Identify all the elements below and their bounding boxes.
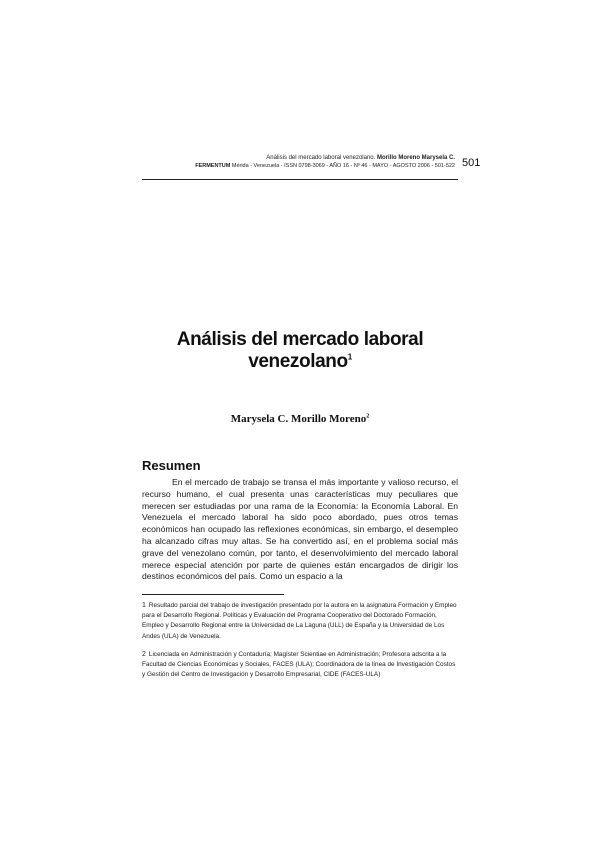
footnote-2-text: Licenciada en Administración y Contaduría; Magíster Scientiae en Administración; Profesora adscrita a la Facultad de Ciencias Económicas y Sociales, FACES (ULA); Coordinadora de la línea de Investigación Costos y Gestión del Centro de Investigación y Desarrollo Empresarial, CIDE (FACES-ULA) [142,650,456,679]
header-citation-authors: Morillo Moreno Marysela C. [376,155,455,161]
footnote-2 [142,650,458,681]
author-name: Marysela C. Morillo Moreno [230,413,367,425]
article-title [140,329,460,373]
title-footnote-mark: 1 [347,352,352,362]
article-author [140,413,460,425]
footnote-1-text: Resultado parcial del trabajo de investigación presentado por la autora en la asignatura Formación y Empleo para el Desarrollo Regional. Políticas y Evaluación del Programa Cooperativo del Doctorado Formación, Empleo y Desarrollo Regional entre la Universidad de La Laguna (ULL) de España y la Universidad de Los Andes (ULA) de Venezuela. [142,602,457,640]
title-line-2-text: venezolano [248,351,348,372]
header-citation-title: Análisis del mercado laboral venezolano. [266,155,376,161]
footnote-1 [142,601,458,642]
title-line-1: Análisis del mercado laboral [176,329,424,350]
footnote-2-mark: 2 [142,650,146,658]
footnotes [142,601,458,688]
header-journal-name: FERMENTUM [195,163,231,169]
footnote-1-mark: 1 [142,602,146,609]
header-journal-details: Mérida - Venezuela - ISSN 0798-3069 - AÑO 16 - Nº 46 - MAYO - AGOSTO 2006 - 501-522 [231,163,455,169]
running-header-journal [195,163,455,169]
page-number: 501 [462,157,481,169]
footnote-divider [142,594,284,595]
header-divider [142,179,458,180]
title-line-2 [140,351,460,373]
running-header-citation [266,155,455,161]
author-footnote-mark: 2 [366,413,370,420]
resumen-heading: Resumen [142,458,201,473]
resumen-text: En el mercado de trabajo se transa el más importante y valioso recurso, el recurso humano, el cual presenta unas características muy peculiares que merecen ser estudiadas por una rama de la Economía: la Economía Laboral. En Venezuela el mercado laboral ha sido poco abordado, pues otros temas económicos han ocupado las reflexiones económicas, sin embargo, el desempleo ha alcanzado cifras muy altas. Se ha convertido así, en el problema social más grave del venezolano común, por tanto, el desenvolvimiento del mercado laboral merece especial atención por parte de quienes están encargados de dirigir los destinos económicos del país. Como un espacio a la [142,477,458,582]
